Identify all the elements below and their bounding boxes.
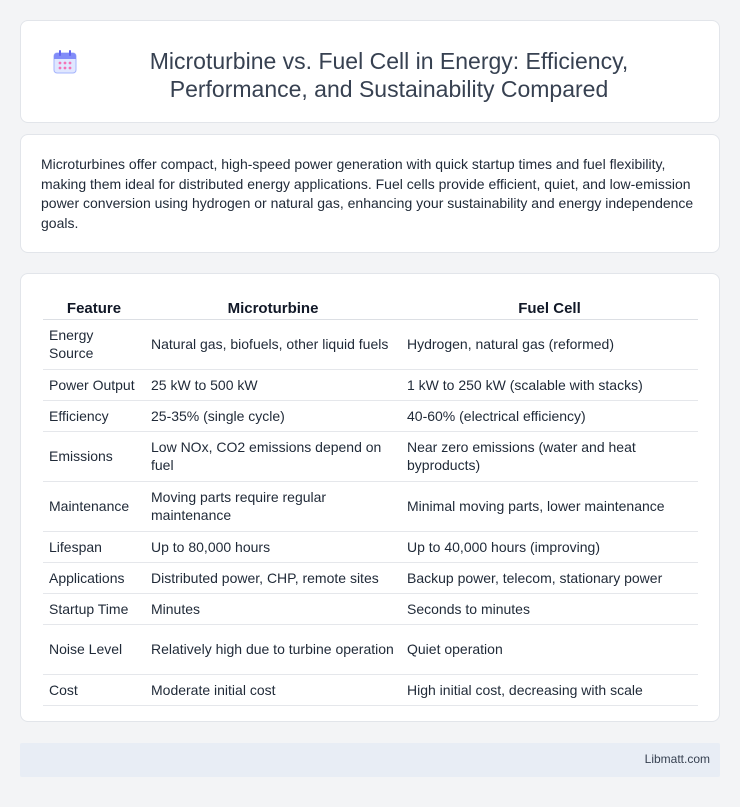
microturbine-cell: Natural gas, biofuels, other liquid fuels — [145, 319, 401, 369]
table-row — [43, 531, 698, 562]
feature-cell: Emissions — [43, 431, 145, 481]
feature-cell: Efficiency — [43, 400, 145, 431]
table-row — [43, 481, 698, 531]
fuel-cell-cell: Seconds to minutes — [401, 593, 698, 624]
feature-cell: Applications — [43, 562, 145, 593]
title-wrap — [21, 21, 719, 103]
footer-bar — [20, 743, 720, 777]
table-row — [43, 593, 698, 624]
feature-cell: Startup Time — [43, 593, 145, 624]
fuel-cell-cell: Quiet operation — [401, 624, 698, 674]
calendar-icon — [51, 48, 79, 76]
fuel-cell-cell: Near zero emissions (water and heat byproducts) — [401, 431, 698, 481]
fuel-cell-cell: High initial cost, decreasing with scale — [401, 674, 698, 705]
title-card — [20, 20, 720, 123]
comparison-table — [43, 294, 698, 706]
fuel-cell-cell: Hydrogen, natural gas (reformed) — [401, 319, 698, 369]
feature-cell: Noise Level — [43, 624, 145, 674]
feature-cell: Maintenance — [43, 481, 145, 531]
microturbine-cell: Moving parts require regular maintenance — [145, 481, 401, 531]
page-title: Microturbine vs. Fuel Cell in Energy: Efficiency, Performance, and Sustainability Compared — [149, 48, 629, 102]
microturbine-cell: 25 kW to 500 kW — [145, 369, 401, 400]
table-row — [43, 431, 698, 481]
table-row — [43, 369, 698, 400]
comparison-card — [20, 273, 720, 722]
microturbine-cell: Up to 80,000 hours — [145, 531, 401, 562]
feature-cell: Power Output — [43, 369, 145, 400]
header-fuel-cell: Fuel Cell — [401, 294, 698, 319]
feature-cell: Cost — [43, 674, 145, 705]
fuel-cell-cell: 40-60% (electrical efficiency) — [401, 400, 698, 431]
header-microturbine: Microturbine — [145, 294, 401, 319]
feature-cell: Lifespan — [43, 531, 145, 562]
intro-card — [20, 134, 720, 253]
fuel-cell-cell: 1 kW to 250 kW (scalable with stacks) — [401, 369, 698, 400]
intro-paragraph: Microturbines offer compact, high-speed power generation with quick startup times and fuel flexibility, making them ideal for distributed energy applications. Fuel cells provide efficient, quiet, and low-emission power conversion using hydrogen or natural gas, enhancing your sustainability and energy independence goals. — [41, 156, 694, 231]
microturbine-cell: 25-35% (single cycle) — [145, 400, 401, 431]
table-row — [43, 319, 698, 369]
header-feature: Feature — [43, 294, 145, 319]
microturbine-cell: Moderate initial cost — [145, 674, 401, 705]
table-row — [43, 400, 698, 431]
feature-cell: Energy Source — [43, 319, 145, 369]
fuel-cell-cell: Up to 40,000 hours (improving) — [401, 531, 698, 562]
microturbine-cell: Low NOx, CO2 emissions depend on fuel — [145, 431, 401, 481]
microturbine-cell: Minutes — [145, 593, 401, 624]
microturbine-cell: Distributed power, CHP, remote sites — [145, 562, 401, 593]
table-row — [43, 624, 698, 674]
table-row — [43, 562, 698, 593]
microturbine-cell: Relatively high due to turbine operation — [145, 624, 401, 674]
table-row — [43, 674, 698, 705]
table-header-row — [43, 294, 698, 319]
fuel-cell-cell: Backup power, telecom, stationary power — [401, 562, 698, 593]
fuel-cell-cell: Minimal moving parts, lower maintenance — [401, 481, 698, 531]
footer-brand-link[interactable]: Libmatt.com — [644, 752, 710, 766]
